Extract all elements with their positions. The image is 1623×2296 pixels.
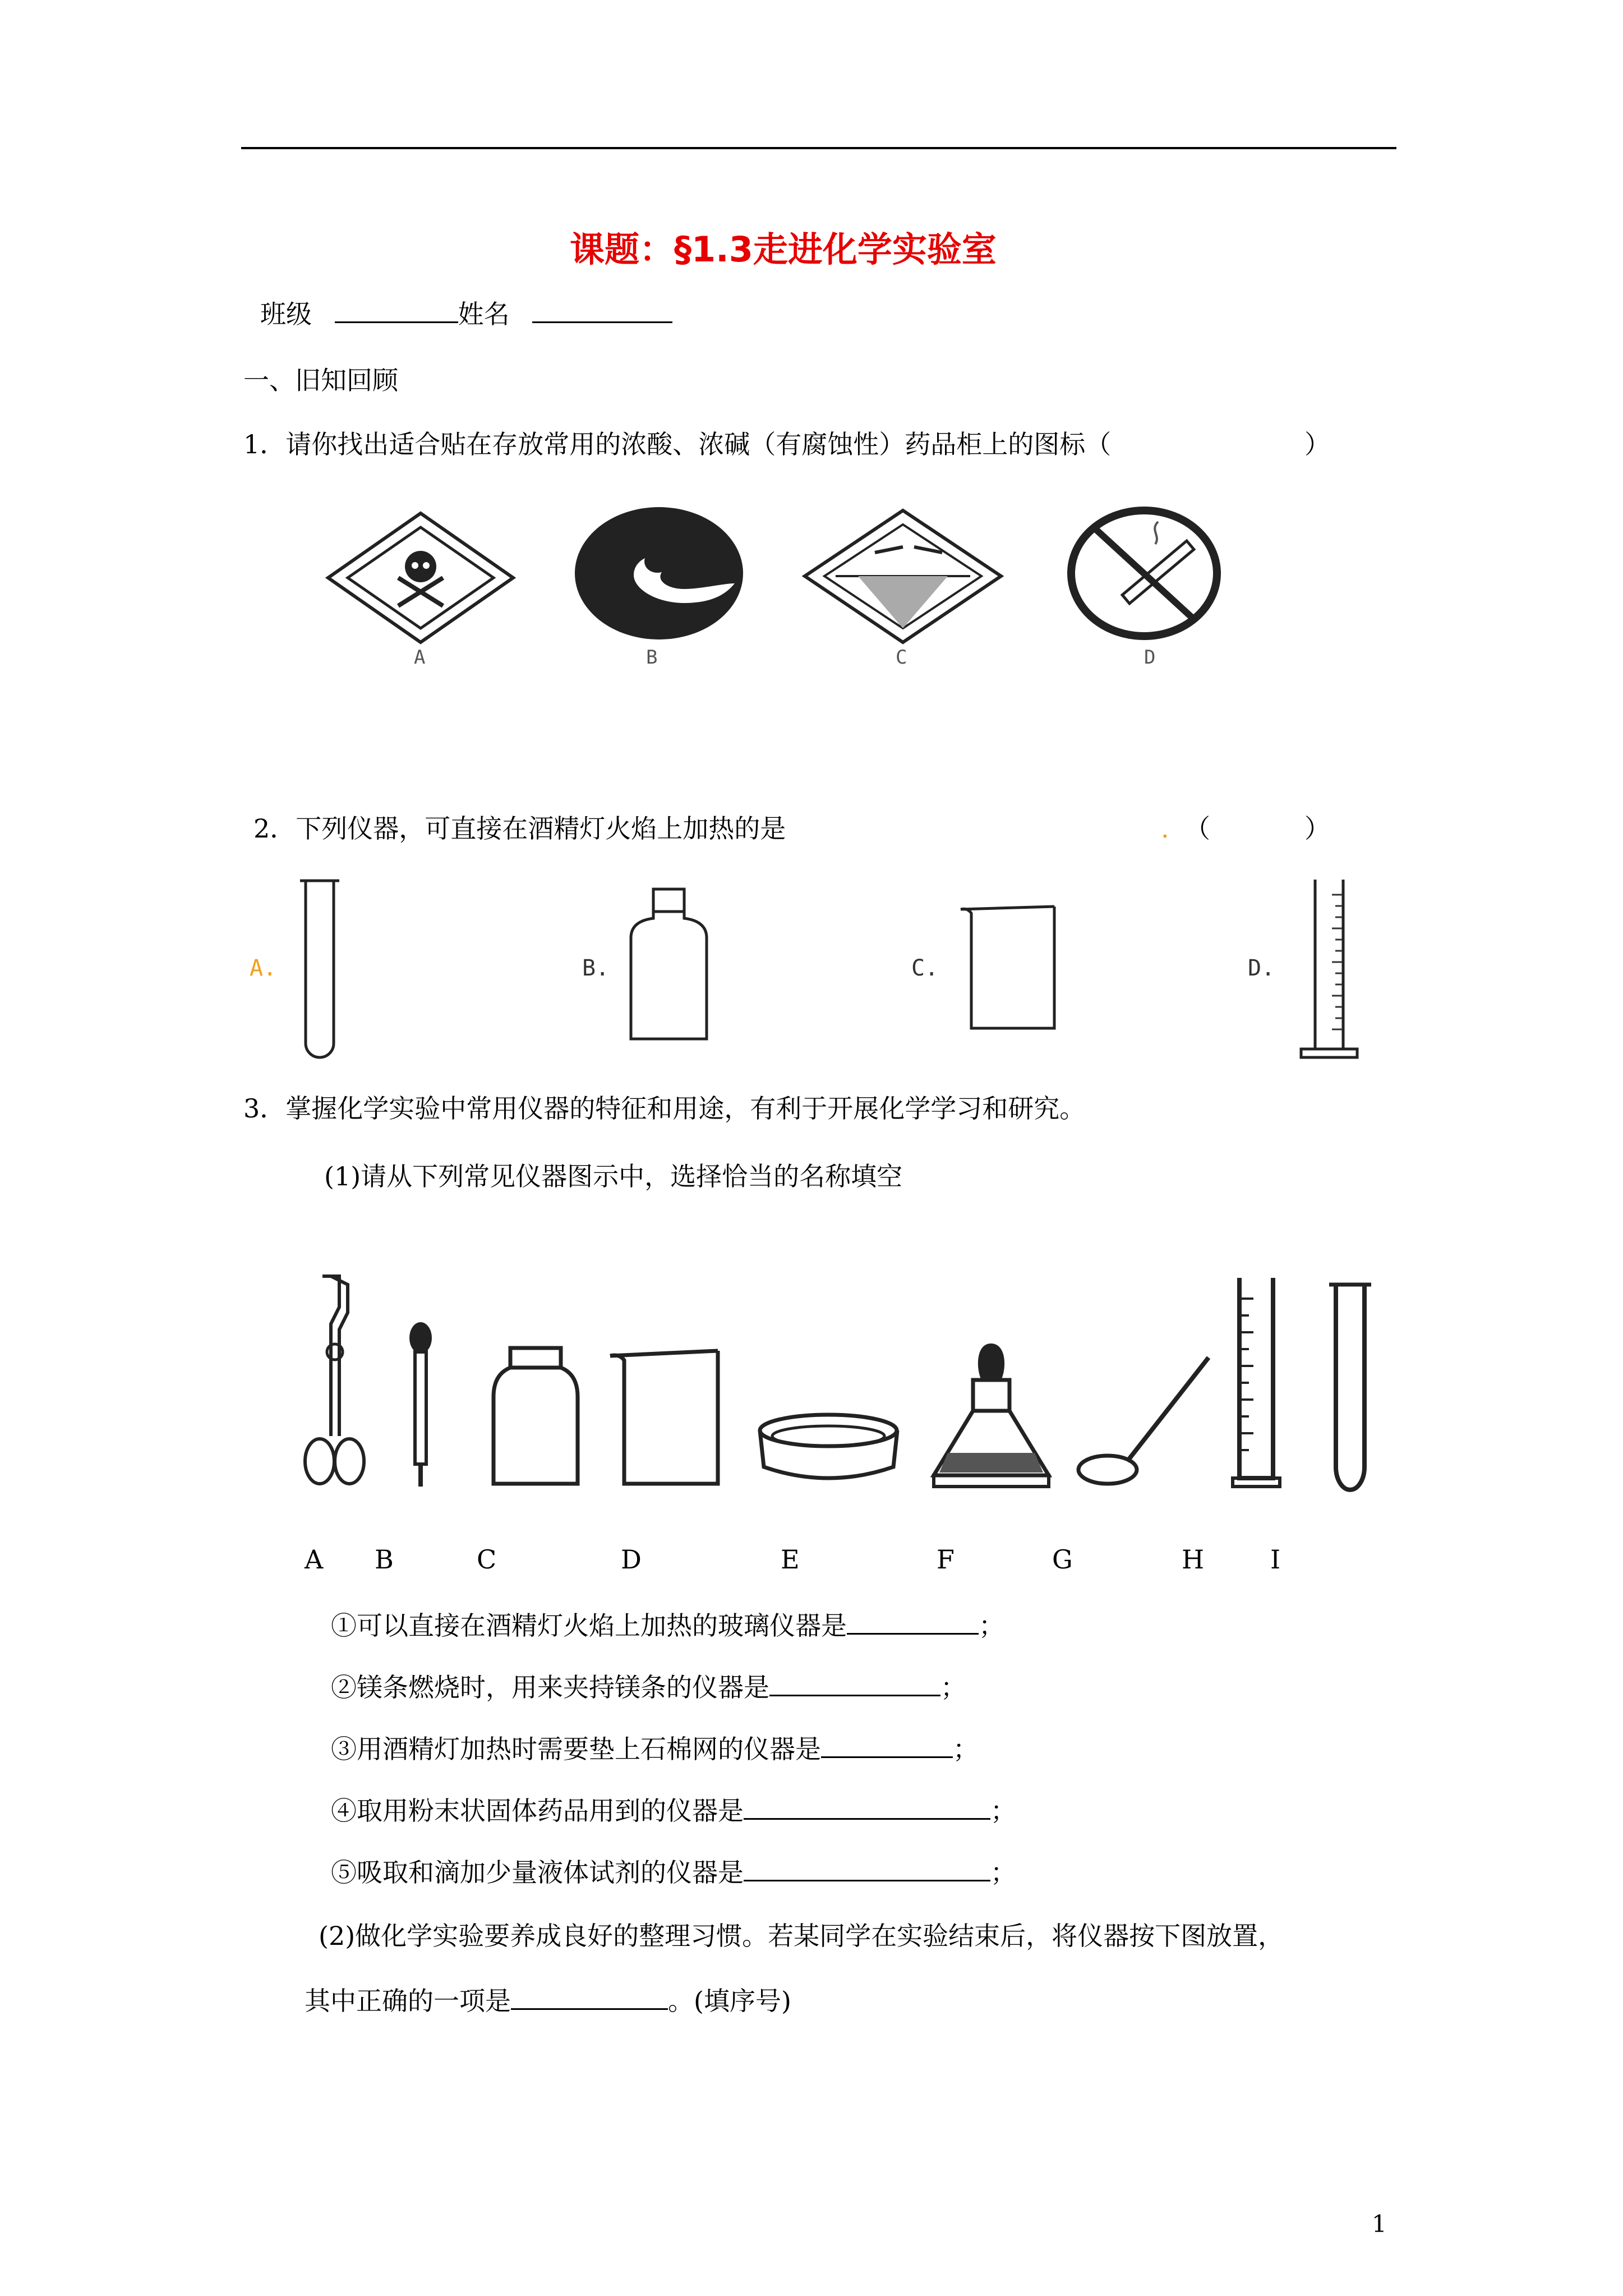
fill-item-5-blank[interactable] [744, 1880, 990, 1881]
fill-item-2-end: ； [940, 1672, 966, 1703]
q2-option-c[interactable]: C. [911, 955, 939, 981]
fill-item-4-blank[interactable] [744, 1818, 990, 1820]
question-3-text: 3．掌握化学实验中常用仪器的特征和用途，有利于开展化学学习和研究。 [243, 1093, 1086, 1124]
beaker-icon-q3 [608, 1349, 721, 1487]
test-tube-icon [300, 878, 339, 1063]
page-number: 1 [1372, 2210, 1387, 2238]
fill-item-2-text: ②镁条燃烧时，用来夹持镁条的仪器是 [331, 1672, 769, 1703]
q3-letter-h: H [1182, 1544, 1205, 1575]
fill-item-4 [331, 1798, 1016, 1824]
q3-letter-d: D [621, 1544, 642, 1575]
fill-item-3-text: ③用酒精灯加热时需要垫上石棉网的仪器是 [331, 1734, 821, 1764]
q2-option-b[interactable]: B. [582, 955, 610, 981]
fill-item-5-text: ⑤吸取和滴加少量液体试剂的仪器是 [331, 1857, 744, 1888]
page-title: 课题：§1.3走进化学实验室 [570, 229, 997, 270]
q2-option-d[interactable]: D. [1248, 955, 1275, 981]
medicine-spoon-icon [1077, 1355, 1211, 1487]
q3-letter-e: E [781, 1544, 800, 1575]
graduated-cylinder-icon-q3 [1231, 1276, 1281, 1489]
dropper-icon [407, 1321, 435, 1489]
question-2-paren: （ [1184, 813, 1210, 844]
corrosive-diamond-icon [802, 508, 1004, 645]
fill-item-2 [331, 1672, 966, 1703]
q3-letter-i: I [1270, 1544, 1281, 1575]
header-rule [241, 147, 1396, 149]
alcohol-lamp-icon [931, 1341, 1052, 1489]
q1-option-d[interactable]: D [1144, 646, 1156, 669]
class-name-line [260, 301, 672, 327]
section-heading: 一、旧知回顾 [243, 365, 398, 395]
skull-crossbones-diamond-icon [325, 510, 516, 645]
fill-item-1-text: ①可以直接在酒精灯火焰上加热的玻璃仪器是 [331, 1611, 847, 1641]
fill-item-1-blank[interactable] [847, 1633, 979, 1635]
sub2-line2-text: 其中正确的一项是 [305, 1986, 511, 2016]
q1-option-c[interactable]: C [896, 646, 907, 669]
fill-item-2-blank[interactable] [769, 1695, 940, 1696]
question-2-text: 2．下列仪器，可直接在酒精灯火焰上加热的是 [253, 813, 786, 844]
sub2-blank[interactable] [511, 2008, 668, 2010]
class-blank[interactable] [335, 321, 458, 323]
question-3-sub2: (2)做化学实验要养成良好的整理习惯。若某同学在实验结束后，将仪器按下图放置， [319, 1921, 1284, 1951]
fill-item-3-end: ； [953, 1734, 979, 1764]
fill-item-5 [331, 1857, 1016, 1888]
fill-item-1 [331, 1613, 1004, 1639]
class-label: 班级 [260, 299, 312, 329]
q3-letter-a: A [305, 1544, 324, 1575]
test-tube-icon-q3 [1329, 1282, 1371, 1495]
question-3-sub2-line2 [305, 1988, 791, 2014]
name-label: 姓名 [458, 299, 510, 329]
no-smoking-icon [1066, 505, 1223, 642]
question-1-close: ） [1304, 429, 1330, 459]
evaporating-dish-icon [757, 1411, 900, 1487]
fill-item-1-end: ； [979, 1611, 1004, 1641]
crucible-tongs-icon [300, 1273, 367, 1492]
q3-letter-b: B [375, 1544, 394, 1575]
flame-sign-icon [572, 505, 746, 642]
reagent-bottle-icon [628, 887, 709, 1042]
q1-option-a[interactable]: A [414, 646, 426, 669]
question-3-sub1: (1)请从下列常见仪器图示中，选择恰当的名称填空 [324, 1161, 903, 1191]
q3-letter-f: F [937, 1544, 955, 1575]
fill-item-4-end: ； [990, 1796, 1016, 1826]
wide-mouth-bottle-icon [491, 1346, 580, 1487]
question-2-close: ） [1304, 813, 1330, 844]
sub2-end: 。(填序号) [668, 1986, 791, 2016]
fill-item-4-text: ④取用粉末状固体药品用到的仪器是 [331, 1796, 744, 1826]
q1-option-b[interactable]: B [646, 646, 658, 669]
beaker-icon [959, 905, 1057, 1031]
name-blank[interactable] [532, 321, 672, 323]
q3-letter-c: C [477, 1544, 497, 1575]
fill-item-5-end: ； [990, 1857, 1016, 1888]
q2-option-a[interactable]: A. [250, 955, 277, 981]
question-2-dot: . [1161, 813, 1169, 844]
question-1-prompt: 1．请你找出适合贴在存放常用的浓酸、浓碱（有腐蚀性）药品柜上的图标（ [243, 429, 1112, 459]
q3-letter-g: G [1052, 1544, 1073, 1575]
fill-item-3-blank[interactable] [821, 1756, 953, 1758]
question-1-text [243, 431, 1111, 457]
fill-item-3 [331, 1736, 979, 1762]
graduated-cylinder-icon [1298, 878, 1360, 1063]
